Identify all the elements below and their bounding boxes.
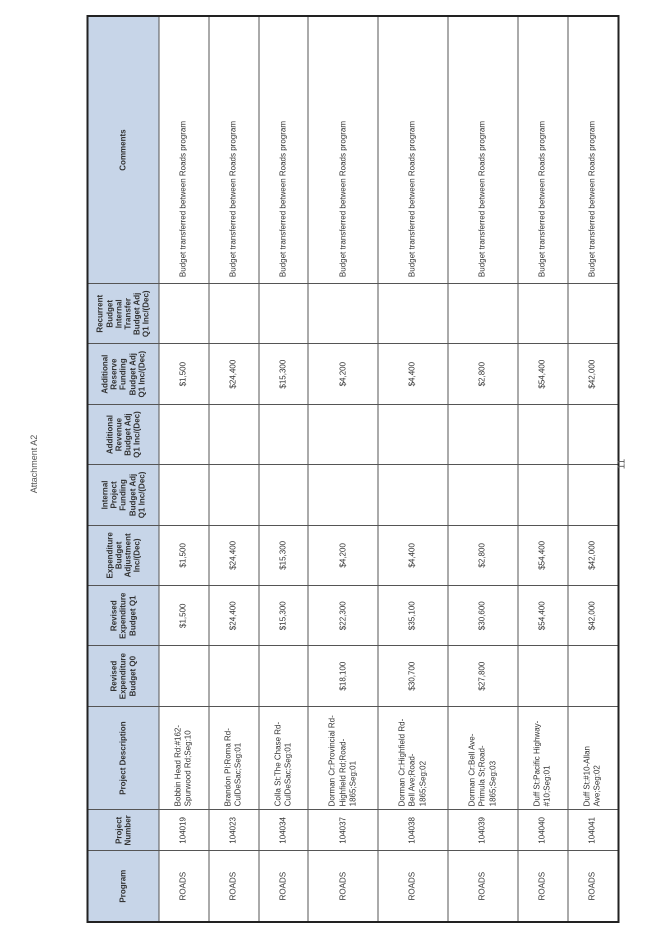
cell-expenditure-adjustment: $42,000: [568, 525, 619, 585]
cell-internal-funding: [378, 465, 448, 525]
cell-additional-revenue: [448, 404, 518, 464]
cell-program: ROADS: [308, 851, 378, 922]
cell-project-number: 104038: [378, 810, 448, 851]
table-row: [568, 16, 619, 922]
header-recurrent-transfer: Recurrent Budget Internal Transfer Budget Adj Q1 Inc/(Dec): [88, 284, 160, 344]
cell-expenditure-adjustment: $15,300: [259, 525, 309, 585]
cell-project-number: 104034: [259, 810, 309, 851]
cell-recurrent-transfer: [209, 284, 259, 344]
cell-project-description: Duff St:#10-Allan Ave;Seg:02: [568, 706, 619, 810]
cell-expenditure-adjustment: $54,400: [518, 525, 568, 585]
cell-additional-revenue: [568, 404, 619, 464]
table-row: [308, 16, 378, 922]
cell-project-number: 104041: [568, 810, 619, 851]
cell-revised-q0: [568, 646, 619, 706]
cell-recurrent-transfer: [518, 284, 568, 344]
header-comments: Comments: [88, 16, 160, 284]
cell-revised-q1: $22,300: [308, 586, 378, 646]
cell-additional-revenue: [259, 404, 309, 464]
cell-program: ROADS: [159, 851, 209, 922]
table-header-row: [88, 16, 160, 922]
cell-revised-q0: $30,700: [378, 646, 448, 706]
cell-program: ROADS: [259, 851, 309, 922]
header-program: Program: [88, 851, 160, 922]
header-internal-funding: Internal Project Funding Budget Adj Q1 Inc/(Dec): [88, 465, 160, 525]
cell-revised-q0: $18,100: [308, 646, 378, 706]
cell-expenditure-adjustment: $1,500: [159, 525, 209, 585]
cell-revised-q1: $24,400: [209, 586, 259, 646]
cell-project-description: Dorman Cr:Highfield Rd-Bell Ave;Road-1865;Seg:02: [378, 706, 448, 810]
header-additional-reserve: Additional Reserve Funding Budget Adj Q1 Inc/(Dec): [88, 344, 160, 404]
cell-program: ROADS: [568, 851, 619, 922]
cell-revised-q1: $54,400: [518, 586, 568, 646]
cell-comment: Budget transferred between Roads program: [159, 16, 209, 284]
cell-additional-reserve: $1,500: [159, 344, 209, 404]
cell-comment: Budget transferred between Roads program: [378, 16, 448, 284]
cell-recurrent-transfer: [568, 284, 619, 344]
cell-additional-reserve: $42,000: [568, 344, 619, 404]
cell-additional-revenue: [209, 404, 259, 464]
table-row: [448, 16, 518, 922]
cell-revised-q0: [518, 646, 568, 706]
table-row: [159, 16, 209, 922]
cell-comment: Budget transferred between Roads program: [518, 16, 568, 284]
page-number: 11: [616, 458, 628, 470]
cell-internal-funding: [308, 465, 378, 525]
cell-program: ROADS: [518, 851, 568, 922]
cell-recurrent-transfer: [259, 284, 309, 344]
cell-additional-reserve: $54,400: [518, 344, 568, 404]
cell-revised-q1: $35,100: [378, 586, 448, 646]
cell-internal-funding: [259, 465, 309, 525]
cell-comment: Budget transferred between Roads program: [259, 16, 309, 284]
cell-revised-q1: $15,300: [259, 586, 309, 646]
header-project-number: Project Number: [88, 810, 160, 851]
cell-program: ROADS: [209, 851, 259, 922]
cell-revised-q1: $42,000: [568, 586, 619, 646]
cell-internal-funding: [209, 465, 259, 525]
table-row: [378, 16, 448, 922]
cell-project-number: 104037: [308, 810, 378, 851]
header-expenditure-adjustment: Expenditure Budget Adjustment Inc/(Dec): [88, 525, 160, 585]
rotated-table-container: [87, 15, 620, 923]
cell-recurrent-transfer: [308, 284, 378, 344]
cell-revised-q0: [259, 646, 309, 706]
cell-project-number: 104023: [209, 810, 259, 851]
cell-comment: Budget transferred between Roads program: [568, 16, 619, 284]
cell-recurrent-transfer: [378, 284, 448, 344]
cell-program: ROADS: [378, 851, 448, 922]
cell-expenditure-adjustment: $24,400: [209, 525, 259, 585]
cell-revised-q1: $30,600: [448, 586, 518, 646]
cell-project-description: Dorman Cr:Provincial Rd-Highfield Rd;Road-1865;Seg:01: [308, 706, 378, 810]
cell-expenditure-adjustment: $2,800: [448, 525, 518, 585]
cell-project-description: Duff St:Pacific Highway-#10;Seg:01: [518, 706, 568, 810]
header-revised-q1: Revised Expenditure Budget Q1: [88, 586, 160, 646]
cell-comment: Budget transferred between Roads program: [308, 16, 378, 284]
cell-additional-reserve: $15,300: [259, 344, 309, 404]
cell-additional-revenue: [518, 404, 568, 464]
cell-additional-reserve: $4,200: [308, 344, 378, 404]
cell-comment: Budget transferred between Roads program: [448, 16, 518, 284]
cell-project-description: Colla St:The Chase Rd-CulDeSac;Seg:01: [259, 706, 309, 810]
cell-expenditure-adjustment: $4,200: [308, 525, 378, 585]
cell-comment: Budget transferred between Roads program: [209, 16, 259, 284]
table-row: [518, 16, 568, 922]
cell-internal-funding: [518, 465, 568, 525]
cell-revised-q1: $1,500: [159, 586, 209, 646]
cell-project-description: Brandon Pl:Roma Rd-CulDeSac;Seg:01: [209, 706, 259, 810]
cell-expenditure-adjustment: $4,400: [378, 525, 448, 585]
cell-additional-reserve: $4,400: [378, 344, 448, 404]
cell-program: ROADS: [448, 851, 518, 922]
cell-project-number: 104039: [448, 810, 518, 851]
cell-project-number: 104040: [518, 810, 568, 851]
cell-additional-revenue: [159, 404, 209, 464]
cell-internal-funding: [448, 465, 518, 525]
attachment-label: Attachment A2: [29, 434, 39, 494]
cell-additional-reserve: $2,800: [448, 344, 518, 404]
cell-recurrent-transfer: [448, 284, 518, 344]
cell-revised-q0: $27,800: [448, 646, 518, 706]
cell-recurrent-transfer: [159, 284, 209, 344]
cell-project-description: Dorman Cr:Bell Ave-Primula St;Road-1865;Seg:03: [448, 706, 518, 810]
cell-project-description: Bobbin Head Rd:#162-Spurwood Rd;Seg:10: [159, 706, 209, 810]
header-project-description: Project Description: [88, 706, 160, 810]
cell-internal-funding: [568, 465, 619, 525]
table-row: [209, 16, 259, 922]
table-row: [259, 16, 309, 922]
cell-project-number: 104019: [159, 810, 209, 851]
cell-additional-revenue: [378, 404, 448, 464]
budget-adjustment-table: [87, 15, 620, 923]
header-additional-revenue: Additional Revenue Budget Adj Q1 Inc/(Dec): [88, 404, 160, 464]
cell-additional-reserve: $24,400: [209, 344, 259, 404]
cell-revised-q0: [209, 646, 259, 706]
cell-internal-funding: [159, 465, 209, 525]
cell-revised-q0: [159, 646, 209, 706]
cell-additional-revenue: [308, 404, 378, 464]
header-revised-q0: Revised Expenditure Budget Q0: [88, 646, 160, 706]
